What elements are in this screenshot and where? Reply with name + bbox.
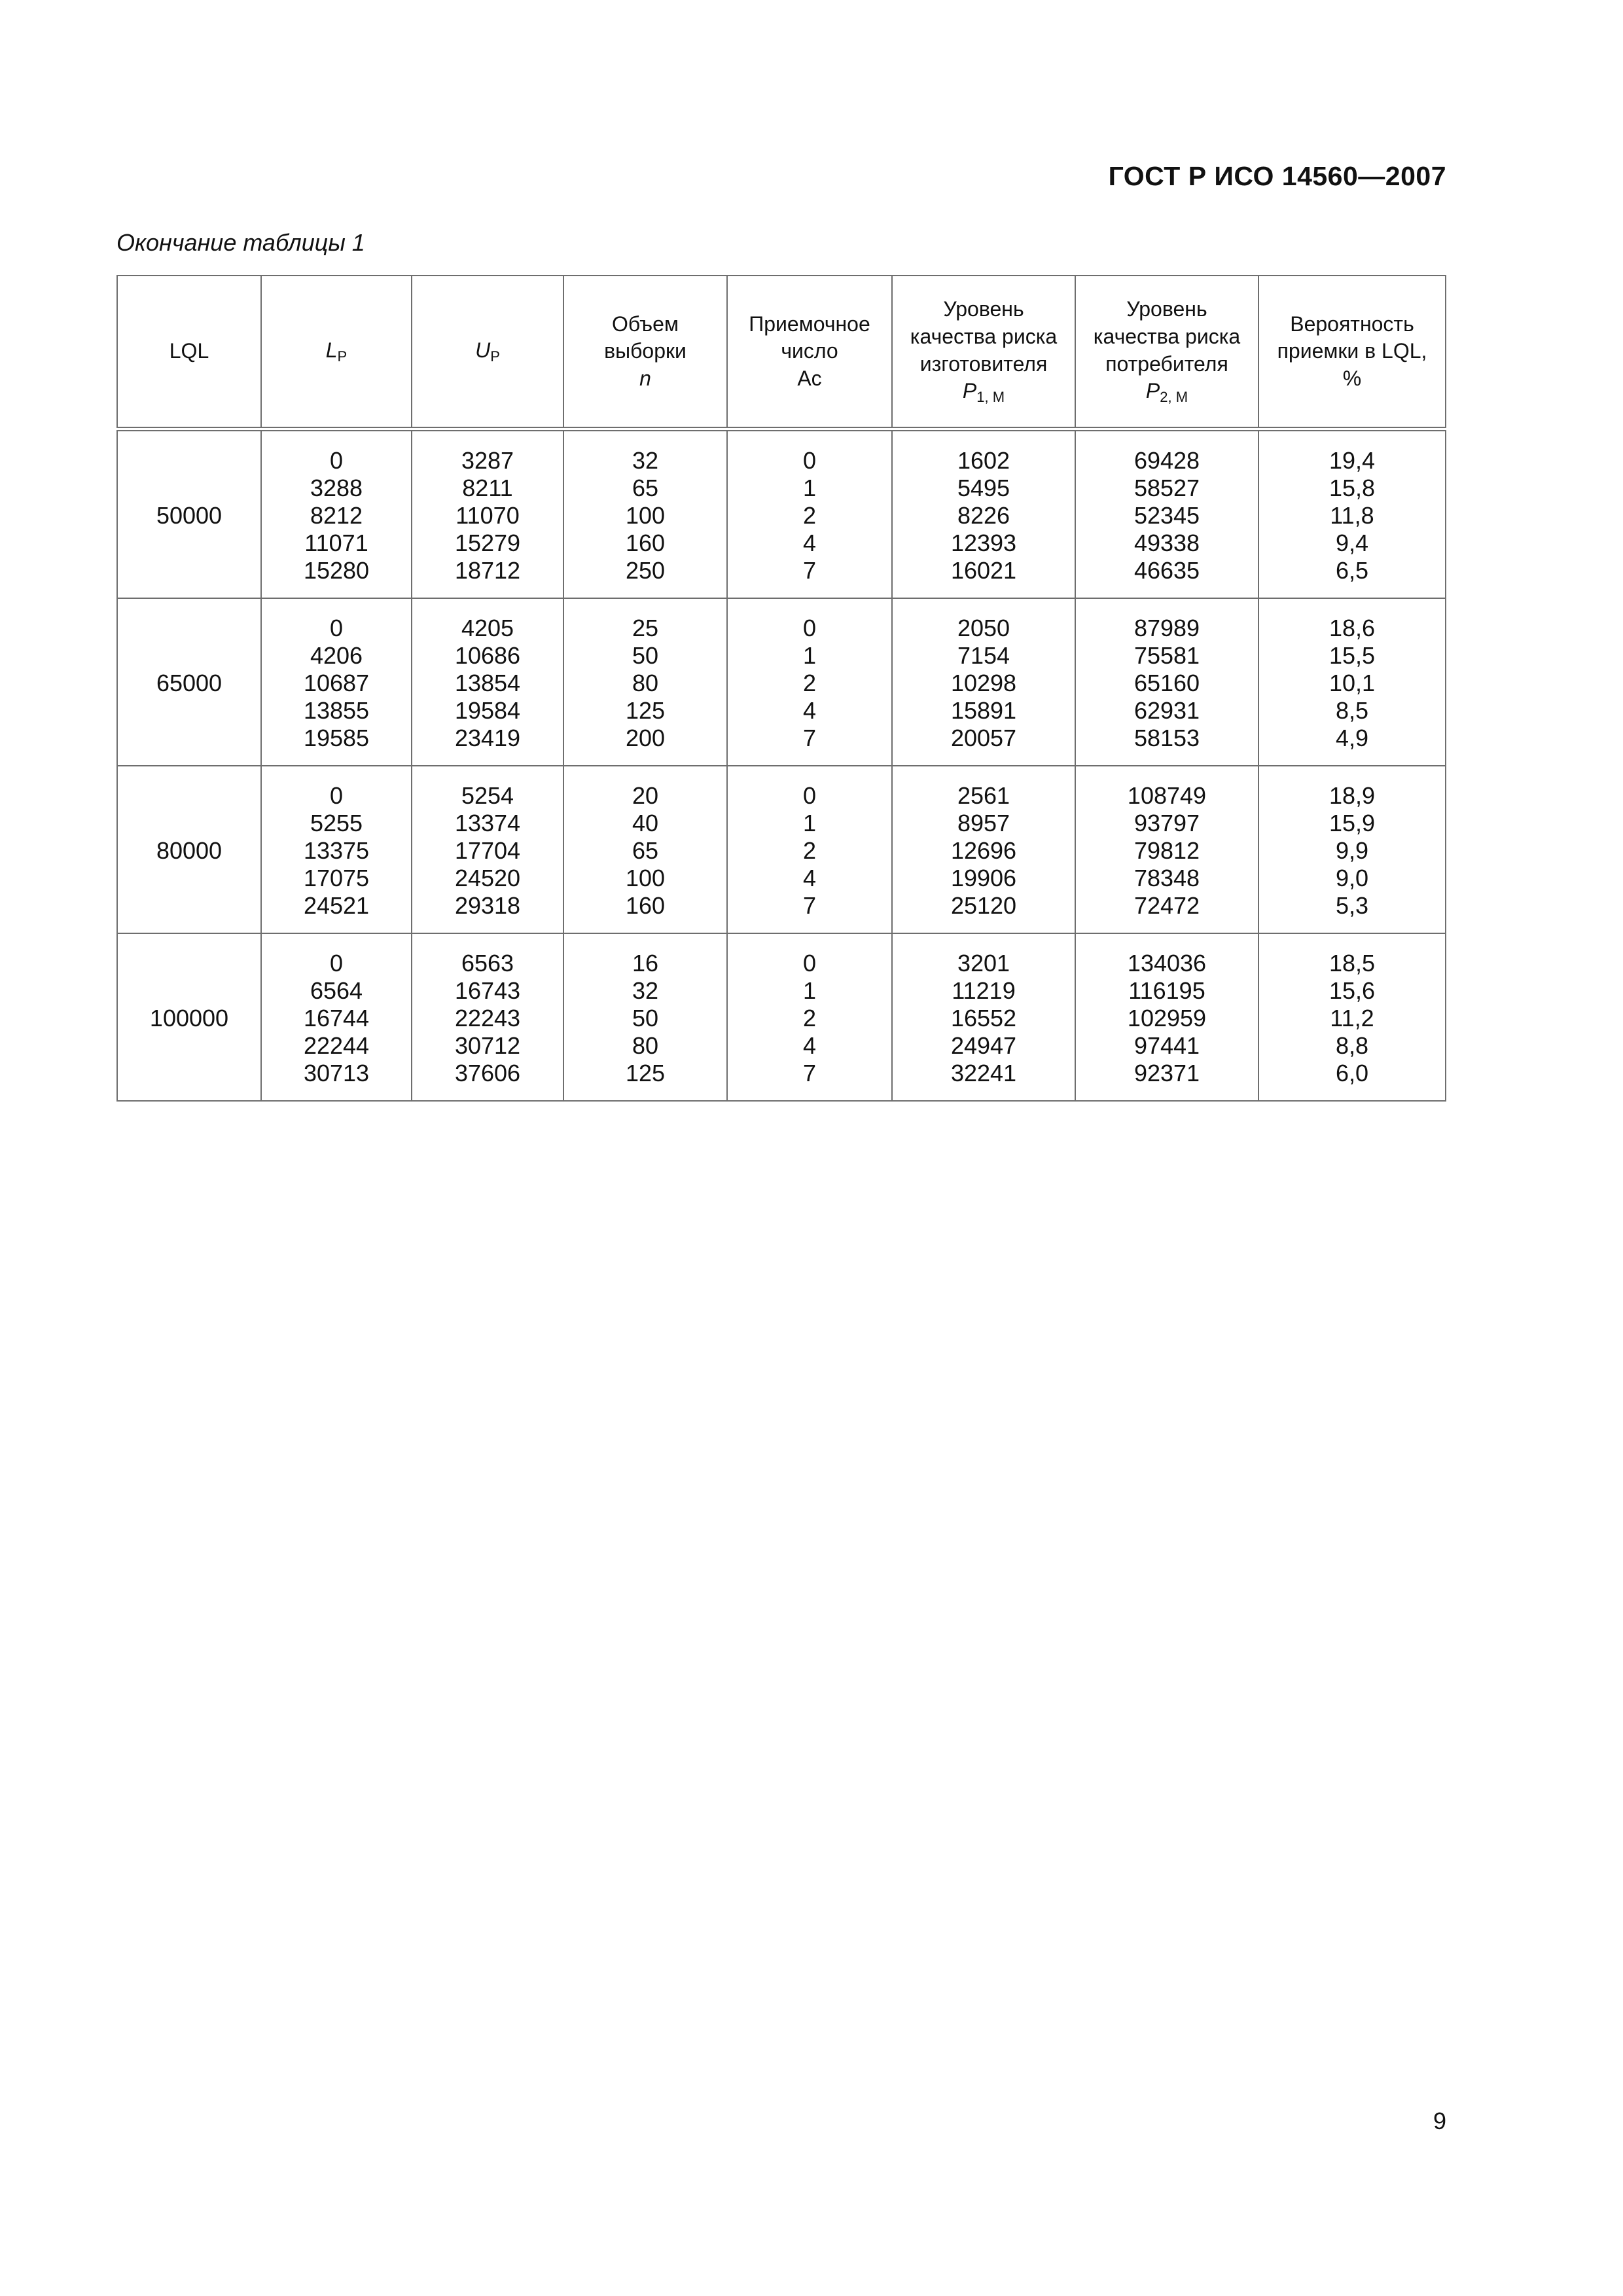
cell-value: 1 [802,642,817,669]
sample-size-values [563,429,727,599]
cell-value: 15,5 [1329,642,1376,669]
consumer-risk-values [1075,429,1258,599]
cell-value: 8226 [957,502,1010,529]
cell-value: 75581 [1133,642,1200,669]
cell-value: 24947 [950,1032,1017,1059]
cell-value: 125 [625,697,666,724]
cell-value: 4205 [461,615,514,641]
cell-value: 19584 [454,697,521,724]
cell-value: 9,0 [1335,865,1369,891]
table-header-row [117,276,1446,429]
acceptance-number-values [727,766,892,933]
cell-value: 7154 [957,642,1010,669]
cell-value: 22243 [454,1005,521,1031]
cell-value: 30712 [454,1032,521,1059]
acceptance-number-values [727,429,892,599]
cell-value: 16021 [950,557,1017,584]
lql-cell: 65000 [117,598,261,766]
producer-risk-values [892,429,1075,599]
cell-value: 11070 [455,502,520,529]
sample-size-values [563,933,727,1101]
cell-value: 8212 [310,502,363,529]
cell-value: 100 [625,502,666,529]
cell-value: 108749 [1127,782,1207,809]
cell-value: 6,5 [1335,557,1369,584]
cell-value: 92371 [1133,1060,1200,1086]
cell-value: 5254 [461,782,514,809]
cell-value: 40 [632,810,659,836]
cell-value: 5255 [310,810,363,836]
cell-value: 134036 [1127,950,1207,977]
cell-value: 200 [625,725,666,751]
lql-cell: 50000 [117,429,261,599]
consumer-risk-values [1075,933,1258,1101]
cell-value: 125 [625,1060,666,1086]
cell-value: 4 [802,697,817,724]
cell-value: 5,3 [1335,892,1369,919]
cell-value: 18,9 [1329,782,1376,809]
cell-value: 0 [802,950,817,977]
cell-value: 11,8 [1330,502,1374,529]
cell-value: 65 [632,475,659,501]
cell-value: 2 [802,670,817,696]
table-row [117,933,1446,1101]
cell-value: 37606 [454,1060,521,1086]
cell-value: 6564 [310,977,363,1004]
up-values [412,429,563,599]
cell-value: 0 [329,447,344,474]
cell-value: 0 [802,782,817,809]
cell-value: 16744 [303,1005,370,1031]
cell-value: 5495 [957,475,1010,501]
cell-value: 22244 [303,1032,370,1059]
cell-value: 78348 [1133,865,1200,891]
page-number: 9 [1433,2108,1446,2134]
cell-value: 10,1 [1329,670,1376,696]
cell-value: 0 [802,615,817,641]
cell-value: 250 [625,557,666,584]
cell-value: 97441 [1133,1032,1200,1059]
cell-value: 12696 [950,837,1017,864]
cell-value: 10686 [454,642,521,669]
header-lql: LQL [117,276,261,429]
cell-value: 2050 [957,615,1010,641]
cell-value: 160 [625,892,666,919]
cell-value: 49338 [1133,529,1200,556]
cell-value: 15891 [950,697,1017,724]
cell-value: 8211 [462,475,513,501]
cell-value: 13854 [454,670,521,696]
producer-risk-values [892,766,1075,933]
cell-value: 3288 [310,475,363,501]
cell-value: 30713 [303,1060,370,1086]
cell-value: 19906 [950,865,1017,891]
cell-value: 6563 [461,950,514,977]
table-caption: Окончание таблицы 1 [116,229,365,256]
cell-value: 15,9 [1329,810,1376,836]
cell-value: 8957 [957,810,1010,836]
cell-value: 13855 [303,697,370,724]
lp-values [261,933,412,1101]
producer-risk-values [892,598,1075,766]
cell-value: 20057 [950,725,1017,751]
cell-value: 1 [802,475,817,501]
cell-value: 15,6 [1329,977,1376,1004]
cell-value: 7 [802,892,817,919]
cell-value: 12393 [950,529,1017,556]
cell-value: 79812 [1133,837,1200,864]
cell-value: 24520 [454,865,521,891]
cell-value: 13374 [454,810,521,836]
cell-value: 18712 [454,557,521,584]
table-row [117,429,1446,599]
probability-values [1258,598,1446,766]
cell-value: 80 [632,670,659,696]
header-sample-size: Объем выборки n [563,276,727,429]
probability-values [1258,429,1446,599]
cell-value: 4 [802,865,817,891]
cell-value: 7 [802,725,817,751]
cell-value: 32241 [950,1060,1017,1086]
cell-value: 65 [632,837,659,864]
cell-value: 0 [329,782,344,809]
producer-risk-values [892,933,1075,1101]
cell-value: 16743 [454,977,521,1004]
sample-size-values [563,766,727,933]
header-consumer-risk: Уровень качества риска потребителя $P_{2, M}$ [1075,276,1258,429]
lql-cell: 80000 [117,766,261,933]
cell-value: 7 [802,1060,817,1086]
cell-value: 3201 [957,950,1010,977]
cell-value: 93797 [1133,810,1200,836]
header-acceptance-probability: Вероятность приемки в LQL, % [1258,276,1446,429]
up-values [412,933,563,1101]
cell-value: 0 [329,615,344,641]
cell-value: 18,6 [1329,615,1376,641]
up-values [412,766,563,933]
acceptance-number-values [727,933,892,1101]
cell-value: 2561 [957,782,1010,809]
cell-value: 11219 [952,977,1016,1004]
cell-value: 16 [632,950,659,977]
cell-value: 87989 [1133,615,1200,641]
cell-value: 50 [632,642,659,669]
cell-value: 1 [802,977,817,1004]
cell-value: 29318 [454,892,521,919]
cell-value: 32 [632,977,659,1004]
cell-value: 20 [632,782,659,809]
sample-size-values [563,598,727,766]
header-acceptance-number: Приемочное число Ac [727,276,892,429]
cell-value: 58527 [1133,475,1200,501]
cell-value: 2 [802,837,817,864]
cell-value: 11,2 [1330,1005,1374,1031]
cell-value: 65160 [1133,670,1200,696]
table-row [117,766,1446,933]
consumer-risk-values [1075,598,1258,766]
cell-value: 17075 [303,865,370,891]
cell-value: 19,4 [1329,447,1376,474]
cell-value: 4 [802,1032,817,1059]
standard-designation: ГОСТ Р ИСО 14560—2007 [1108,161,1446,191]
cell-value: 72472 [1133,892,1200,919]
lp-values [261,598,412,766]
cell-value: 15279 [454,529,521,556]
cell-value: 62931 [1133,697,1200,724]
cell-value: 116195 [1128,977,1205,1004]
cell-value: 4 [802,529,817,556]
up-values [412,598,563,766]
lp-values [261,766,412,933]
cell-value: 25 [632,615,659,641]
consumer-risk-values [1075,766,1258,933]
cell-value: 10298 [950,670,1017,696]
cell-value: 16552 [950,1005,1017,1031]
cell-value: 69428 [1133,447,1200,474]
cell-value: 11071 [304,529,368,556]
cell-value: 6,0 [1335,1060,1369,1086]
cell-value: 25120 [950,892,1017,919]
acceptance-number-values [727,598,892,766]
cell-value: 4,9 [1335,725,1369,751]
cell-value: 10687 [303,670,370,696]
cell-value: 24521 [303,892,370,919]
header-up: $U_P$ [412,276,563,429]
cell-value: 17704 [454,837,521,864]
cell-value: 8,8 [1335,1032,1369,1059]
cell-value: 7 [802,557,817,584]
cell-value: 1 [802,810,817,836]
header-lp: $L_P$ [261,276,412,429]
cell-value: 18,5 [1329,950,1376,977]
acceptance-table [116,275,1446,1102]
cell-value: 50 [632,1005,659,1031]
cell-value: 100 [625,865,666,891]
cell-value: 9,9 [1335,837,1369,864]
cell-value: 102959 [1127,1005,1207,1031]
cell-value: 32 [632,447,659,474]
cell-value: 160 [625,529,666,556]
cell-value: 19585 [303,725,370,751]
probability-values [1258,766,1446,933]
cell-value: 52345 [1133,502,1200,529]
cell-value: 46635 [1133,557,1200,584]
cell-value: 0 [329,950,344,977]
cell-value: 2 [802,1005,817,1031]
cell-value: 15280 [303,557,370,584]
probability-values [1258,933,1446,1101]
cell-value: 9,4 [1335,529,1369,556]
cell-value: 80 [632,1032,659,1059]
cell-value: 2 [802,502,817,529]
cell-value: 8,5 [1335,697,1369,724]
cell-value: 1602 [957,447,1010,474]
cell-value: 4206 [310,642,363,669]
cell-value: 23419 [454,725,521,751]
cell-value: 3287 [461,447,514,474]
header-producer-risk: Уровень качества риска изготовителя $P_{1, M}$ [892,276,1075,429]
cell-value: 13375 [303,837,370,864]
lp-values [261,429,412,599]
cell-value: 58153 [1133,725,1200,751]
table-row [117,598,1446,766]
cell-value: 0 [802,447,817,474]
cell-value: 15,8 [1329,475,1376,501]
lql-cell: 100000 [117,933,261,1101]
